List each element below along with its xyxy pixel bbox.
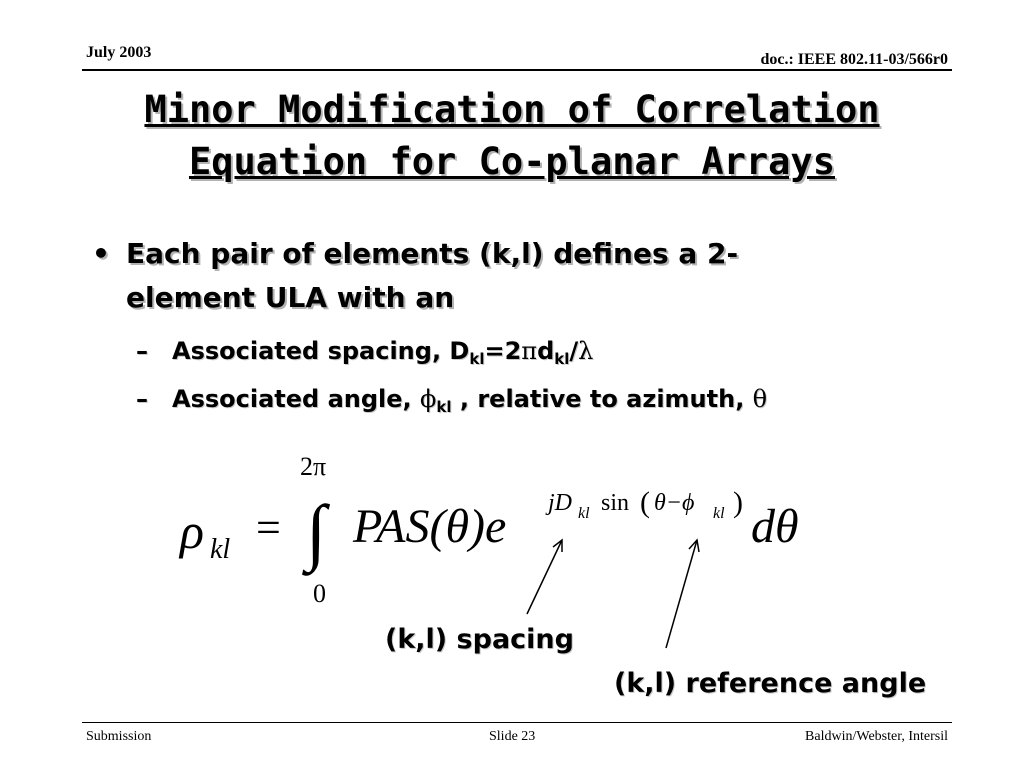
exponent-j-d: jD bbox=[548, 490, 572, 516]
header-doc-id: doc.: IEEE 802.11-03/566r0 bbox=[760, 51, 948, 68]
angle-lead-text: Associated angle, bbox=[172, 385, 421, 413]
exponent-j-subscript: kl bbox=[578, 505, 590, 522]
differential: dθ bbox=[751, 500, 799, 553]
spacing-annotation-label: (k,l) spacing bbox=[385, 624, 574, 655]
sub-bullet-dash: – bbox=[136, 337, 148, 365]
bullet-text-line-2: element ULA with an bbox=[126, 281, 455, 314]
bullet-marker: • bbox=[92, 237, 110, 270]
pi-symbol: π bbox=[521, 337, 538, 365]
slide-title bbox=[100, 84, 924, 188]
angle-tail-text: , relative to azimuth, bbox=[451, 385, 753, 413]
integrand-body: PAS(θ)e bbox=[353, 500, 507, 553]
angle-subscript: kl bbox=[436, 398, 452, 416]
sub-bullet-angle bbox=[136, 385, 767, 416]
lambda-symbol: λ bbox=[578, 337, 594, 365]
integral-sign: ∫ bbox=[306, 491, 327, 573]
main-bullet bbox=[92, 232, 942, 320]
exponent-sin: sin bbox=[601, 490, 630, 516]
exponent-argument: θ−ϕ bbox=[654, 490, 695, 516]
spacing-subscript-2: kl bbox=[554, 350, 570, 368]
footer-submission: Submission bbox=[86, 729, 152, 744]
theta-symbol: θ bbox=[752, 385, 768, 413]
footer-rule bbox=[82, 722, 952, 723]
slide-title-line-2: Equation for Co-planar Arrays bbox=[188, 140, 835, 183]
equals-sign: = bbox=[256, 503, 281, 552]
footer-authors: Baldwin/Webster, Intersil bbox=[805, 729, 948, 744]
footer-slide-number: Slide 23 bbox=[489, 729, 536, 744]
header-date: July 2003 bbox=[86, 44, 152, 61]
lhs-rho: ρ bbox=[180, 503, 204, 559]
lhs-subscript: kl bbox=[210, 534, 231, 565]
bullet-text-line-1: Each pair of elements (k,l) defines a 2- bbox=[126, 237, 739, 270]
exponent-open-paren: ( bbox=[640, 486, 650, 519]
phi-symbol: ϕ bbox=[420, 385, 437, 413]
spacing-d-text: d bbox=[537, 337, 555, 365]
spacing-subscript: kl bbox=[469, 350, 485, 368]
angle-annotation-label: (k,l) reference angle bbox=[614, 668, 927, 699]
sub-bullet-spacing bbox=[136, 337, 593, 368]
exponent-argument-subscript: kl bbox=[713, 505, 725, 522]
sub-bullet-dash: – bbox=[136, 385, 148, 413]
lower-limit: 0 bbox=[313, 579, 326, 608]
spacing-lead-text: Associated spacing, D bbox=[172, 337, 470, 365]
exponent-close-paren: ) bbox=[733, 486, 743, 519]
upper-limit: 2π bbox=[300, 452, 327, 481]
header-rule bbox=[82, 69, 952, 71]
correlation-equation bbox=[150, 440, 870, 620]
spacing-mid-text: =2 bbox=[484, 337, 522, 365]
spacing-slash: / bbox=[569, 337, 579, 365]
slide-title-line-1: Minor Modification of Correlation bbox=[144, 88, 880, 131]
